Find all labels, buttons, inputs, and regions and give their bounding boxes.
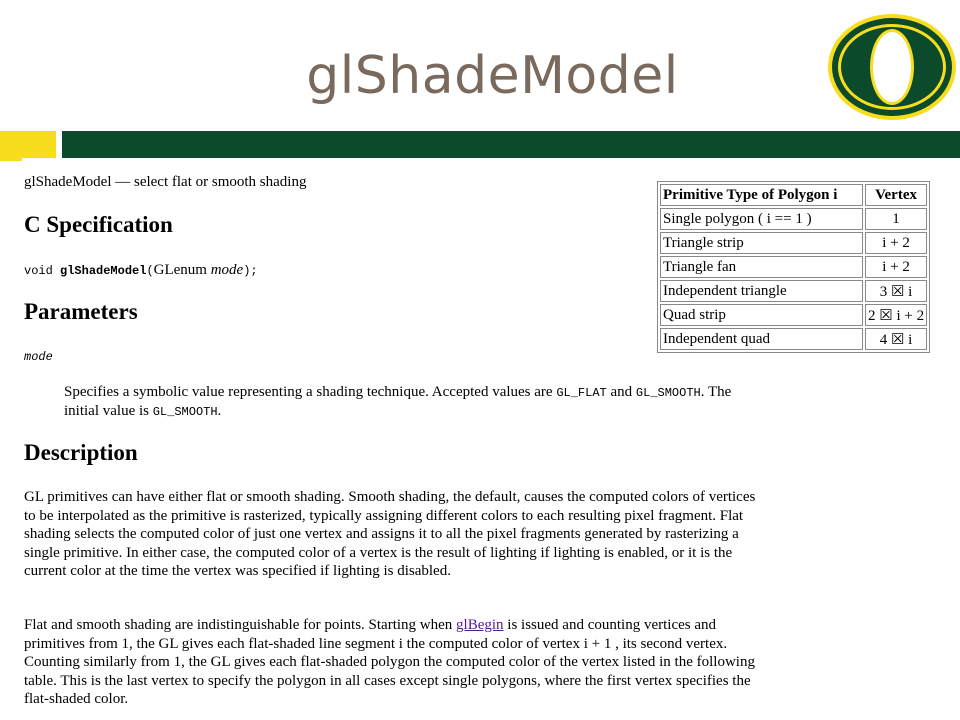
- table-cell-type: Independent quad: [660, 328, 863, 350]
- table-cell-vertex: 3 ☒ i: [865, 280, 927, 302]
- doc-tagline: glShadeModel — select flat or smooth shading: [24, 174, 307, 190]
- table-cell-type: Triangle strip: [660, 232, 863, 254]
- gl-flat-constant: GL_FLAT: [556, 386, 607, 400]
- param-desc-text-1: Specifies a symbolic value representing a shading technique. Accepted values are: [64, 384, 557, 400]
- param-desc-text-4: .: [217, 403, 222, 419]
- table-header-vertex: Vertex: [865, 184, 927, 206]
- close-paren: );: [243, 264, 258, 278]
- header-bar-accent: [0, 131, 56, 158]
- table-cell-type: Single polygon ( i == 1 ): [660, 208, 863, 230]
- table-cell-vertex: 1: [865, 208, 927, 230]
- table-row: [660, 208, 927, 230]
- param-name-inline: mode: [210, 262, 244, 278]
- glbegin-link[interactable]: glBegin: [456, 617, 504, 633]
- table-cell-vertex: i + 2: [865, 232, 927, 254]
- table-row: [660, 328, 927, 350]
- table-cell-vertex: i + 2: [865, 256, 927, 278]
- description-heading: Description: [24, 440, 138, 465]
- oregon-o-logo: [826, 12, 958, 122]
- gl-smooth-constant: GL_SMOOTH: [635, 386, 701, 400]
- c-specification-heading: C Specification: [24, 212, 173, 237]
- table-header-primitive-label: Primitive Type of Polygon i: [663, 186, 838, 203]
- param-desc-text-3: . The initial value is: [64, 384, 732, 419]
- description-p2-text-2: is issued and counting vertices and primitives from 1, the GL gives each flat-shaded line segment i the computed color of vertex i + 1 , its second vertex. Counting similarly from 1, the GL gives each flat-shaded polygon the computed color of the vertex listed in the following table. This is the last vertex to specify the polygon in all cases except single polygons, where the first vertex specifies the flat-shaded color.: [24, 617, 755, 707]
- table-cell-type: Triangle fan: [660, 256, 863, 278]
- table-row: [660, 232, 927, 254]
- gl-smooth-default-constant: GL_SMOOTH: [152, 405, 218, 419]
- table-cell-type: Independent triangle: [660, 280, 863, 302]
- open-paren: (: [146, 264, 154, 278]
- description-paragraph-2: [24, 616, 769, 709]
- function-name: glShadeModel: [60, 264, 147, 278]
- table-cell-vertex: 4 ☒ i: [865, 328, 927, 350]
- param-mode-term: mode: [24, 350, 53, 364]
- table-header-row: [660, 184, 927, 206]
- return-type: void: [24, 264, 61, 278]
- param-mode-description: [64, 383, 744, 421]
- function-prototype: [24, 262, 258, 279]
- table-header-primitive: [660, 184, 863, 206]
- table-row: [660, 256, 927, 278]
- header-bar: [62, 131, 960, 158]
- table-cell-vertex: 2 ☒ i + 2: [865, 304, 927, 326]
- primitive-vertex-table: [657, 181, 930, 353]
- table-row: [660, 304, 927, 326]
- slide-title: glShadeModel: [306, 46, 679, 106]
- table-cell-type: Quad strip: [660, 304, 863, 326]
- param-desc-text-2: and: [606, 384, 636, 400]
- header-bar-accent-line: [0, 158, 22, 161]
- description-p2-text-1: Flat and smooth shading are indistinguishable for points. Starting when: [24, 617, 457, 633]
- description-paragraph-1: GL primitives can have either flat or smooth shading. Smooth shading, the default, causes the computed colors of vertices to be interpolated as the primitive is rasterized, typically assigning different colors to each resulting pixel fragment. Flat shading selects the computed color of just one vertex and assigns it to all the pixel fragments generated by rasterizing a single primitive. In either case, the computed color of a vertex is the result of lighting if lighting is enabled, or it is the current color at the time the vertex was specified if lighting is disabled.: [24, 489, 756, 579]
- parameters-heading: Parameters: [24, 299, 138, 324]
- param-type: GLenum: [153, 262, 211, 278]
- table-row: [660, 280, 927, 302]
